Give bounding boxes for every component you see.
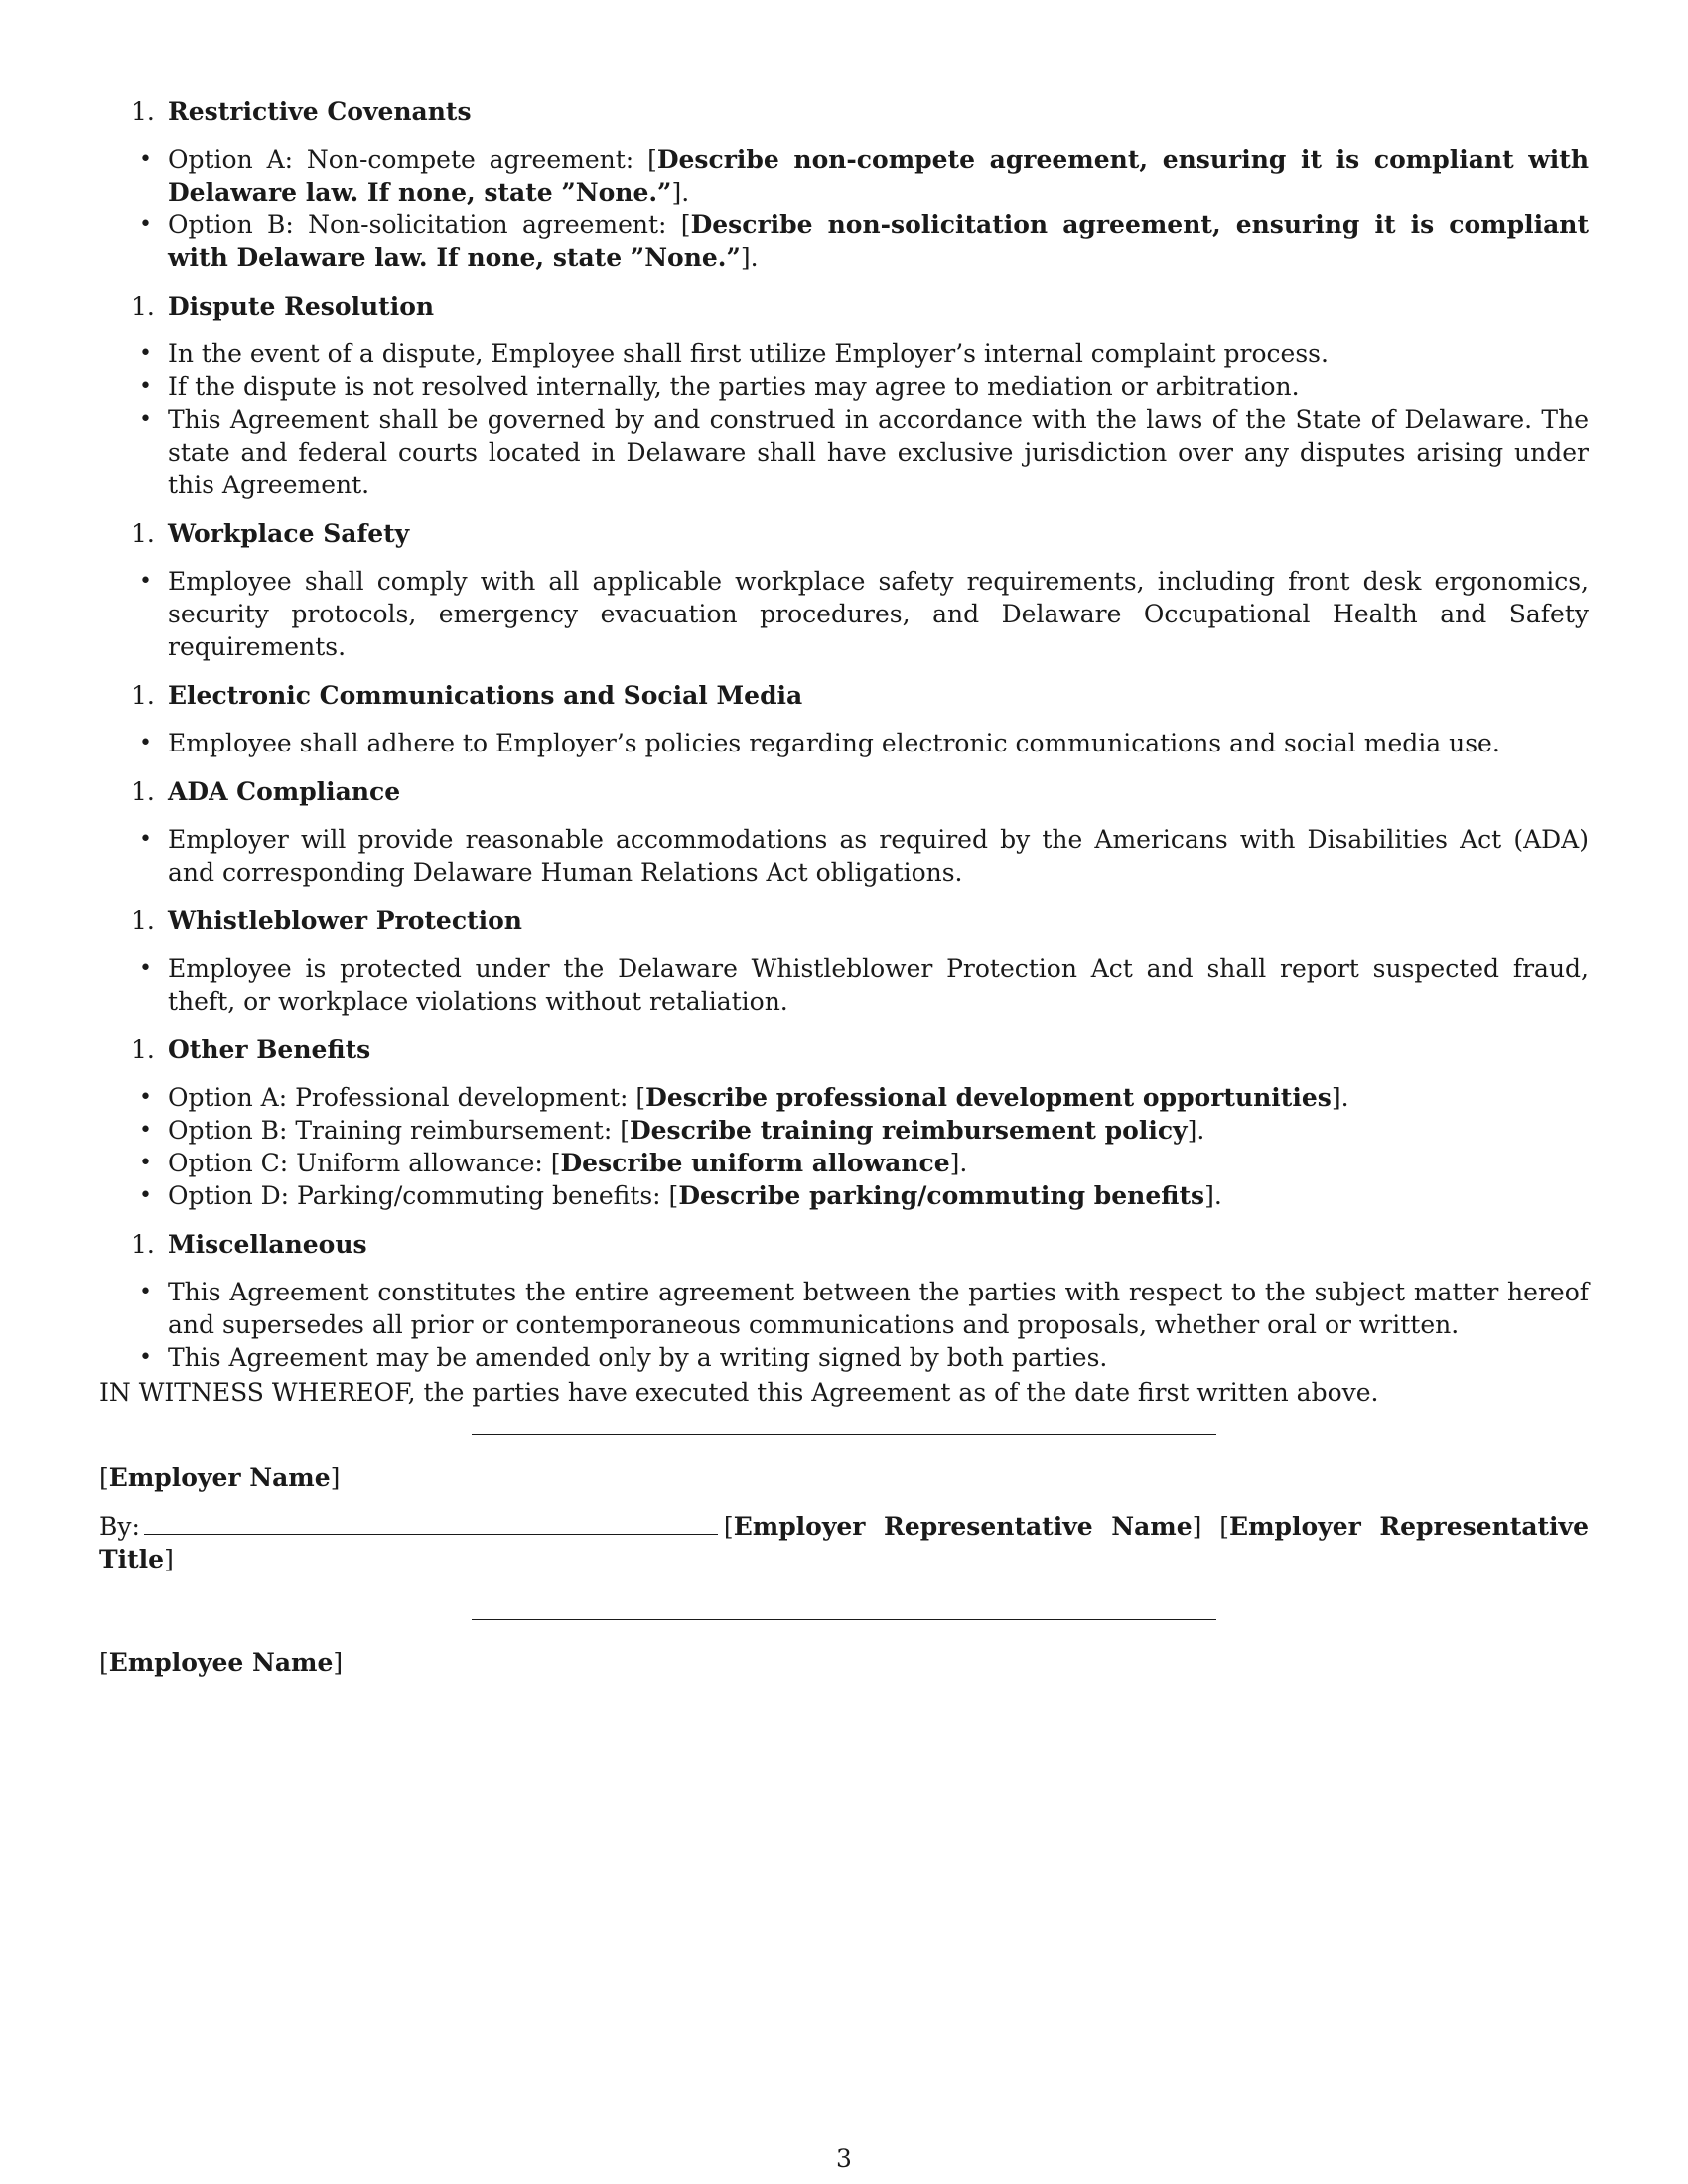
section-title: Dispute Resolution [168,292,435,321]
section-number: 1. [131,906,155,935]
bullet-icon: • [139,1183,152,1208]
list-item: • This Agreement shall be governed by and construed in accordance with the laws of the State of Delaware. The state and federal courts located in Delaware shall have exclusive jurisdiction over any disputes arising under this Agreement. [139,405,1589,499]
document-page [99,95,1589,1695]
section-list-workplace-safety [99,565,1589,663]
list-item: • In the event of a dispute, Employee shall first utilize Employer’s internal complaint process. [139,340,1329,368]
list-item: • Employer will provide reasonable accommodations as required by the Americans with Disabilities Act (ADA) and corresponding Delaware Human Relations Act obligations. [139,825,1589,887]
employee-signature-line [472,1619,1216,1620]
section-title: Other Benefits [168,1035,371,1064]
section-number: 1. [131,1230,155,1259]
list-item: • If the dispute is not resolved internally, the parties may agree to mediation or arbitration. [139,372,1300,401]
section-list-restrictive-covenants [99,143,1589,274]
section-title: Restrictive Covenants [168,97,472,126]
list-item: • Option A: Professional development: [Describe professional development opportunities]. [139,1083,1349,1112]
witness-statement: IN WITNESS WHEREOF, the parties have executed this Agreement as of the date first written above. [99,1378,1379,1407]
section-heading-electronic-communications [99,679,1589,712]
section-number: 1. [131,1035,155,1064]
bullet-icon: • [139,147,152,172]
bullet-icon: • [139,1118,152,1143]
section-list-ada-compliance [99,823,1589,888]
section-number: 1. [131,519,155,548]
section-title: Miscellaneous [168,1230,367,1259]
list-item: • Employee is protected under the Delaware Whistleblower Protection Act and shall report suspected fraud, theft, or workplace violations without retaliation. [139,954,1589,1016]
section-heading-ada-compliance [99,775,1589,808]
bullet-icon: • [139,731,152,755]
section-heading-workplace-safety [99,517,1589,550]
list-item: • Employee shall adhere to Employer’s policies regarding electronic communications and social media use. [139,729,1500,757]
list-item: • Option B: Training reimbursement: [Describe training reimbursement policy]. [139,1116,1205,1145]
section-title: Whistleblower Protection [168,906,522,935]
bullet-icon: • [139,569,152,594]
section-heading-other-benefits [99,1033,1589,1066]
employer-signature-line [472,1434,1216,1435]
section-list-electronic-communications [99,727,1589,759]
bullet-icon: • [139,341,152,366]
section-heading-dispute-resolution [99,290,1589,323]
bullet-icon: • [139,1280,152,1304]
section-list-miscellaneous [99,1276,1589,1374]
section-list-whistleblower-protection [99,952,1589,1018]
list-item: • Option A: Non-compete agreement: [Describe non-compete agreement, ensuring it is compliant with Delaware law. If none, state ”None.”]. [139,145,1589,206]
by-signature-underline [144,1512,718,1535]
section-title: ADA Compliance [168,777,401,806]
section-heading-restrictive-covenants [99,95,1589,128]
section-number: 1. [131,681,155,710]
employee-name-placeholder: [Employee Name] [99,1648,344,1677]
employer-by-line: By: [Employer Representative Name] [Employer Representative Title] [99,1512,1589,1573]
bullet-icon: • [139,1085,152,1110]
list-item: • Option B: Non-solicitation agreement: [Describe non-solicitation agreement, ensuring it is compliant with Delaware law. If none, state ”None.”]. [139,210,1590,272]
page-number: 3 [836,2144,852,2173]
section-number: 1. [131,292,155,321]
section-heading-whistleblower-protection [99,904,1589,937]
bullet-icon: • [139,827,152,852]
bullet-icon: • [139,374,152,399]
list-item: • Option D: Parking/commuting benefits: [Describe parking/commuting benefits]. [139,1181,1222,1210]
bullet-icon: • [139,1345,152,1370]
employer-name-placeholder: [Employer Name] [99,1463,341,1492]
section-list-other-benefits [99,1081,1589,1212]
list-item: • Option C: Uniform allowance: [Describe uniform allowance]. [139,1149,968,1177]
section-list-dispute-resolution [99,338,1589,501]
section-title: Workplace Safety [168,519,410,548]
bullet-icon: • [139,956,152,981]
list-item: • Employee shall comply with all applicable workplace safety requirements, including front desk ergonomics, security protocols, emergency evacuation procedures, and Delaware Occupational Health and Safety requirements. [139,567,1589,661]
section-number: 1. [131,97,155,126]
section-heading-miscellaneous [99,1228,1589,1261]
section-title: Electronic Communications and Social Media [168,681,803,710]
section-number: 1. [131,777,155,806]
bullet-icon: • [139,1151,152,1175]
list-item: • This Agreement constitutes the entire agreement between the parties with respect to the subject matter hereof and supersedes all prior or contemporaneous communications and proposals, whether oral or written. [139,1278,1589,1339]
bullet-icon: • [139,212,152,237]
list-item: • This Agreement may be amended only by a writing signed by both parties. [139,1343,1108,1372]
bullet-icon: • [139,407,152,432]
